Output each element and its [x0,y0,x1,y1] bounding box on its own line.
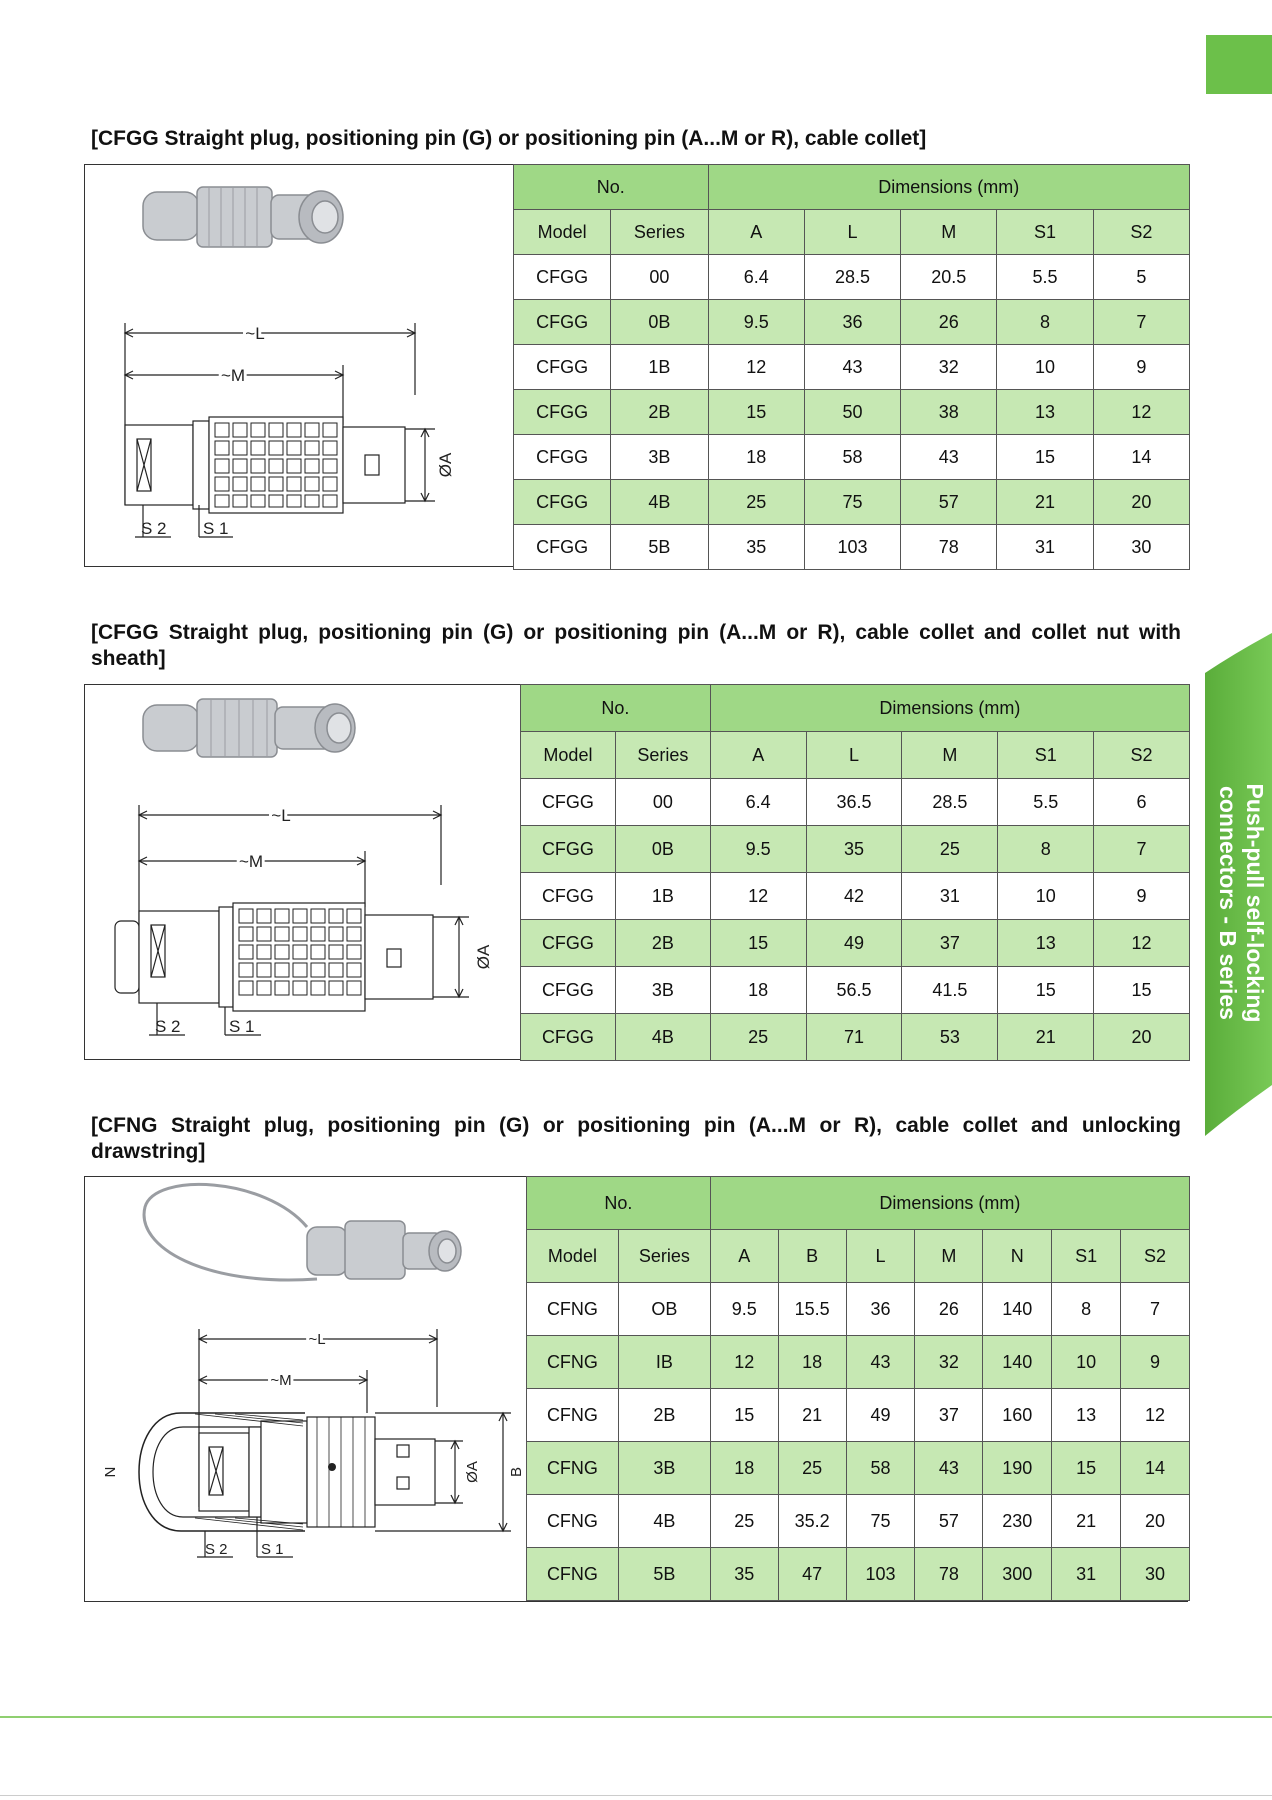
cell: 37 [902,920,998,967]
col-header: A [708,210,804,255]
col-header: L [806,732,902,779]
cell: CFGG [514,345,611,390]
corner-tab [1206,35,1272,94]
dim-label-s1: S 1 [229,1017,255,1036]
dim-label-s1: S 1 [203,519,229,538]
cell: 26 [915,1283,983,1336]
cell: 10 [997,345,1093,390]
cell: CFGG [521,779,616,826]
cell: 35 [708,525,804,570]
cell: 42 [806,873,902,920]
side-tab-line1: Push-pull self-locking [1242,783,1268,1023]
cell: CFGG [514,480,611,525]
table-row [527,1336,1190,1389]
cell: 5.5 [997,255,1093,300]
cell: CFNG [527,1495,619,1548]
cell: 13 [1052,1389,1121,1442]
cell: IB [618,1336,710,1389]
dim-label-a: ØA [474,944,493,970]
cell: CFGG [521,873,616,920]
dimension-table-1 [513,164,1190,570]
cell: 43 [901,435,997,480]
col-header: B [778,1230,846,1283]
col-header: Series [618,1230,710,1283]
cell: 4B [615,1014,710,1061]
cell: CFGG [514,525,611,570]
cell: OB [618,1283,710,1336]
cell: 21 [1052,1495,1121,1548]
col-header: A [710,1230,778,1283]
cell: 103 [846,1548,915,1601]
cell: 12 [710,1336,778,1389]
dim-label-n: N [101,1466,118,1478]
cell: 18 [710,967,806,1014]
cell: 57 [915,1495,983,1548]
cell: 4B [611,480,708,525]
cell: 71 [806,1014,902,1061]
cell: 9 [1121,1336,1190,1389]
table-head-dimensions: Dimensions (mm) [710,685,1189,732]
cell: 37 [915,1389,983,1442]
cell: 25 [902,826,998,873]
cell: 9 [1093,345,1189,390]
col-header: S1 [998,732,1094,779]
section-title-cfgg-collet-nut: [CFGG Straight plug, positioning pin (G) or positioning pin (A...M or R), cable collet and collet nut with sheath] [91,621,1181,670]
cell: 8 [997,300,1093,345]
cell: 32 [901,345,997,390]
dim-label-s1: S 1 [261,1541,284,1558]
section-block-1 [84,164,1188,567]
footer-rule-green [0,1716,1272,1718]
cell: 4B [618,1495,710,1548]
col-header: M [915,1230,983,1283]
cell: 1B [615,873,710,920]
connector-drawing-1 [85,165,515,567]
dim-label-m: ~M [220,366,246,385]
dim-label-l: ~L [245,324,265,343]
table-head-no: No. [527,1177,711,1230]
table-row [521,1014,1190,1061]
table-row [527,1389,1190,1442]
footer-rule-grey [0,1795,1272,1796]
cell: 15 [1052,1442,1121,1495]
table-row [514,255,1190,300]
col-header: Model [527,1230,619,1283]
cell: 10 [998,873,1094,920]
section-title-cfng-drawstring: [CFNG Straight plug, positioning pin (G) or positioning pin (A...M or R), cable collet and unlocking drawstring] [91,1114,1181,1163]
col-header: Series [615,732,710,779]
table-row [527,1495,1190,1548]
cell: 103 [804,525,900,570]
cell: 5B [611,525,708,570]
dim-label-a: ØA [464,1461,481,1483]
cell: 9.5 [710,1283,778,1336]
cell: 9.5 [708,300,804,345]
cell: 12 [708,345,804,390]
cell: 43 [915,1442,983,1495]
cell: 15 [710,1389,778,1442]
table-head-dimensions: Dimensions (mm) [708,165,1189,210]
table-row [514,525,1190,570]
cell: 2B [618,1389,710,1442]
cell: 20 [1094,1014,1190,1061]
cell: 15 [710,920,806,967]
cell: 8 [1052,1283,1121,1336]
table-row [527,1548,1190,1601]
table-row [521,779,1190,826]
cell: 20 [1121,1495,1190,1548]
cell: 9.5 [710,826,806,873]
col-header: Model [514,210,611,255]
connector-drawing-3 [85,1177,527,1602]
table-row [514,435,1190,480]
cell: 190 [983,1442,1052,1495]
cell: 8 [998,826,1094,873]
cell: 140 [983,1283,1052,1336]
cell: 21 [778,1389,846,1442]
col-header: L [846,1230,915,1283]
cell: CFNG [527,1336,619,1389]
side-tab-text [1210,768,1272,1038]
cell: 49 [806,920,902,967]
table-row [527,1442,1190,1495]
cell: 6.4 [710,779,806,826]
col-header: A [710,732,806,779]
cell: CFNG [527,1283,619,1336]
cell: CFNG [527,1442,619,1495]
cell: 31 [997,525,1093,570]
cell: 30 [1093,525,1189,570]
cell: 00 [611,255,708,300]
cell: 2B [615,920,710,967]
cell: 5 [1093,255,1189,300]
cell: 6 [1094,779,1190,826]
col-header: S1 [1052,1230,1121,1283]
cell: 300 [983,1548,1052,1601]
table-row [521,873,1190,920]
dim-label-m: ~M [238,852,264,871]
cell: 1B [611,345,708,390]
table-row [521,826,1190,873]
cell: CFGG [521,920,616,967]
cell: 15 [997,435,1093,480]
cell: CFGG [521,967,616,1014]
cell: 5.5 [998,779,1094,826]
section-title-cfgg-cable-collet: [CFGG Straight plug, positioning pin (G) or positioning pin (A...M or R), cable collet] [91,127,927,150]
table-row [514,390,1190,435]
cell: 35.2 [778,1495,846,1548]
cell: 41.5 [902,967,998,1014]
cell: 18 [710,1442,778,1495]
cell: 25 [778,1442,846,1495]
cell: 12 [1121,1389,1190,1442]
table-row [527,1283,1190,1336]
cell: 21 [998,1014,1094,1061]
cell: 47 [778,1548,846,1601]
cell: 20 [1093,480,1189,525]
cell: 12 [710,873,806,920]
cell: 53 [902,1014,998,1061]
cell: 9 [1094,873,1190,920]
cell: 58 [804,435,900,480]
cell: 38 [901,390,997,435]
connector-drawing-2 [85,685,521,1060]
cell: 230 [983,1495,1052,1548]
cell: 10 [1052,1336,1121,1389]
dim-label-l: ~L [271,806,291,825]
col-header: M [901,210,997,255]
cell: 18 [778,1336,846,1389]
cell: 57 [901,480,997,525]
dim-label-s2: S 2 [141,519,167,538]
cell: 2B [611,390,708,435]
cell: 5B [618,1548,710,1601]
col-header: Model [521,732,616,779]
cell: 49 [846,1389,915,1442]
col-header: N [983,1230,1052,1283]
dimension-table-3 [526,1176,1190,1601]
cell: 3B [611,435,708,480]
cell: 20.5 [901,255,997,300]
table-row [514,480,1190,525]
cell: 12 [1093,390,1189,435]
cell: 7 [1121,1283,1190,1336]
col-header: S2 [1121,1230,1190,1283]
cell: 78 [915,1548,983,1601]
cell: CFGG [514,300,611,345]
table-head-no: No. [521,685,711,732]
cell: CFGG [514,435,611,480]
cell: 25 [708,480,804,525]
cell: 31 [1052,1548,1121,1601]
cell: 15 [1094,967,1190,1014]
cell: 35 [806,826,902,873]
cell: CFGG [521,826,616,873]
cell: 7 [1094,826,1190,873]
table-head-no: No. [514,165,709,210]
cell: 14 [1093,435,1189,480]
cell: 30 [1121,1548,1190,1601]
table-row [521,920,1190,967]
cell: 36 [804,300,900,345]
cell: 14 [1121,1442,1190,1495]
section-block-3 [84,1176,1188,1602]
cell: 0B [615,826,710,873]
dimension-table-2 [520,684,1190,1061]
cell: 75 [804,480,900,525]
cell: 78 [901,525,997,570]
table-row [514,345,1190,390]
cell: 15 [708,390,804,435]
cell: CFNG [527,1389,619,1442]
dim-label-m: ~M [270,1372,292,1389]
col-header: S2 [1094,732,1190,779]
cell: 31 [902,873,998,920]
cell: 26 [901,300,997,345]
cell: 140 [983,1336,1052,1389]
cell: 13 [997,390,1093,435]
cell: 3B [615,967,710,1014]
cell: 18 [708,435,804,480]
dim-label-a: ØA [436,452,455,478]
cell: 00 [615,779,710,826]
cell: 56.5 [806,967,902,1014]
col-header: S1 [997,210,1093,255]
table-row [521,967,1190,1014]
cell: CFGG [521,1014,616,1061]
cell: 25 [710,1495,778,1548]
cell: 75 [846,1495,915,1548]
table-head-dimensions: Dimensions (mm) [710,1177,1189,1230]
cell: 43 [804,345,900,390]
cell: 21 [997,480,1093,525]
cell: 3B [618,1442,710,1495]
cell: 58 [846,1442,915,1495]
cell: 6.4 [708,255,804,300]
cell: 36 [846,1283,915,1336]
side-tab-line2: connectors - B series [1215,786,1241,1020]
cell: 43 [846,1336,915,1389]
cell: 50 [804,390,900,435]
cell: 25 [710,1014,806,1061]
col-header: S2 [1093,210,1189,255]
cell: 32 [915,1336,983,1389]
dim-label-l: ~L [308,1331,326,1348]
section-block-2 [84,684,1188,1060]
cell: 36.5 [806,779,902,826]
table-row [514,300,1190,345]
cell: 35 [710,1548,778,1601]
cell: 0B [611,300,708,345]
col-header: Series [611,210,708,255]
cell: 13 [998,920,1094,967]
cell: 15.5 [778,1283,846,1336]
cell: 12 [1094,920,1190,967]
col-header: L [804,210,900,255]
cell: 15 [998,967,1094,1014]
cell: CFGG [514,390,611,435]
cell: 28.5 [804,255,900,300]
cell: CFGG [514,255,611,300]
cell: 160 [983,1389,1052,1442]
cell: 7 [1093,300,1189,345]
dim-label-b: B [508,1466,525,1478]
dim-label-s2: S 2 [155,1017,181,1036]
cell: CFNG [527,1548,619,1601]
dim-label-s2: S 2 [205,1541,228,1558]
col-header: M [902,732,998,779]
cell: 28.5 [902,779,998,826]
